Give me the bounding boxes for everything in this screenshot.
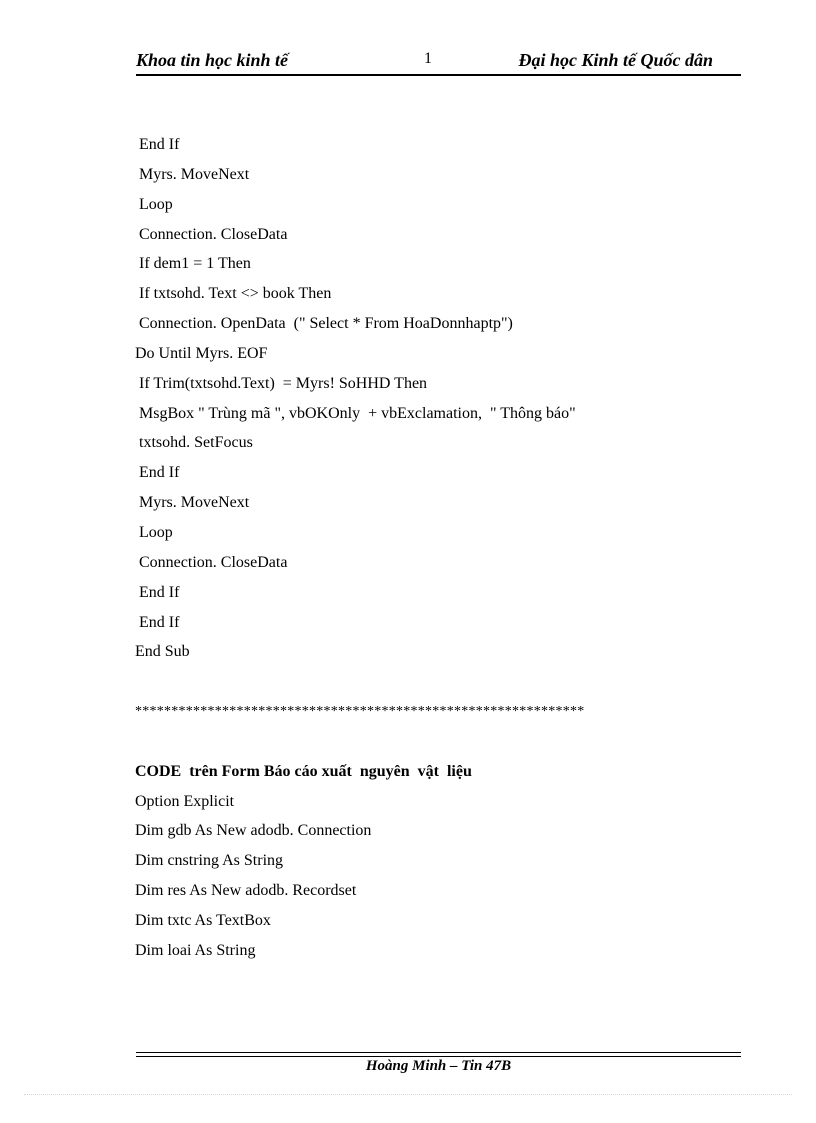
code-line: End If: [135, 136, 180, 153]
code-line: Dim cnstring As String: [135, 852, 284, 870]
footer-author: Hoàng Minh – Tin 47B: [365, 1058, 512, 1074]
code-line: Connection. CloseData: [135, 225, 288, 243]
blank-line: [135, 727, 741, 757]
code-line: Connection. OpenData (" Select * From HoaDonnhaptp"): [135, 315, 513, 333]
blank-line: [135, 667, 741, 697]
code-line: End If: [135, 613, 180, 631]
header-university: Đại học Kinh tế Quốc dân: [518, 50, 713, 70]
code-line: Connection. CloseData: [135, 553, 288, 571]
header-faculty: Khoa tin học kinh tế: [136, 50, 289, 70]
code-line: Dim txtc As TextBox: [135, 911, 271, 929]
code-line: Dim res As New adodb. Recordset: [135, 882, 357, 900]
page-header: [136, 46, 741, 76]
code-line: End If: [135, 583, 180, 601]
code-line: If txtsohd. Text <> book Then: [135, 285, 332, 303]
code-line: Dim loai As String: [135, 941, 256, 959]
code-line: End If: [135, 464, 180, 482]
code-line: If Trim(txtsohd.Text) = Myrs! SoHHD Then: [135, 374, 428, 392]
code-line: Myrs. MoveNext: [135, 165, 250, 183]
section-heading: CODE trên Form Báo cáo xuất nguyên vật liệu: [135, 762, 472, 780]
code-line: If dem1 = 1 Then: [135, 255, 251, 273]
code-line: Dim gdb As New adodb. Connection: [135, 822, 372, 840]
document-body: [135, 130, 741, 966]
code-line: Myrs. MoveNext: [135, 494, 250, 512]
code-line: MsgBox " Trùng mã ", vbOKOnly + vbExclamation, " Thông báo": [135, 404, 576, 422]
separator-line: **************************************************************: [135, 704, 585, 720]
page-bottom-edge: [24, 1094, 792, 1095]
code-line: txtsohd. SetFocus: [135, 434, 253, 452]
code-line: Loop: [135, 195, 173, 213]
page-number: 1: [424, 50, 432, 67]
code-line: Loop: [135, 523, 173, 541]
code-line: Option Explicit: [135, 792, 235, 810]
footer-divider: [136, 1052, 741, 1057]
code-line: Do Until Myrs. EOF: [135, 344, 268, 362]
code-line: End Sub: [135, 643, 190, 661]
